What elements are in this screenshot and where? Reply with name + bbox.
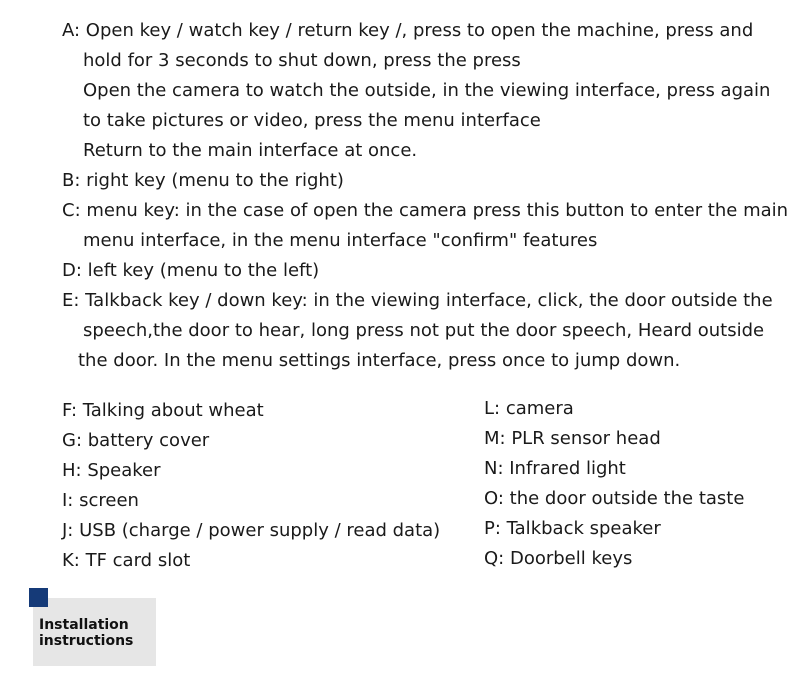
key-b-description bbox=[62, 166, 774, 196]
section-title-line-1: Installation bbox=[39, 617, 129, 633]
key-a-line-3: Open the camera to watch the outside, in the viewing interface, press again bbox=[83, 80, 771, 101]
key-e-line-2: speech,the door to hear, long press not put the door speech, Heard outside bbox=[83, 320, 765, 341]
key-c-description bbox=[62, 196, 789, 256]
section-label-box bbox=[33, 598, 156, 666]
key-d-line-1: D: left key (menu to the left) bbox=[62, 260, 320, 281]
part-o: O: the door outside the taste bbox=[484, 488, 745, 509]
part-m: M: PLR sensor head bbox=[484, 428, 661, 449]
key-a-line-1: A: Open key / watch key / return key /, press to open the machine, press and bbox=[62, 20, 754, 41]
part-n: N: Infrared light bbox=[484, 458, 626, 479]
part-q: Q: Doorbell keys bbox=[484, 548, 633, 569]
parts-list-left bbox=[62, 396, 440, 576]
key-a-description bbox=[62, 16, 774, 166]
part-g: G: battery cover bbox=[62, 430, 210, 451]
key-d-description bbox=[62, 256, 774, 286]
key-a-line-4: to take pictures or video, press the menu interface bbox=[83, 110, 541, 131]
key-e-line-3: the door. In the menu settings interface, press once to jump down. bbox=[78, 350, 681, 371]
parts-list-right bbox=[484, 394, 744, 574]
key-c-line-1: C: menu key: in the case of open the camera press this button to enter the main bbox=[62, 200, 789, 221]
part-p: P: Talkback speaker bbox=[484, 518, 661, 539]
key-c-line-2: menu interface, in the menu interface "confirm" features bbox=[83, 230, 598, 251]
part-l: L: camera bbox=[484, 398, 574, 419]
key-e-description bbox=[62, 286, 774, 376]
part-k: K: TF card slot bbox=[62, 550, 191, 571]
section-title bbox=[39, 617, 133, 649]
part-h: H: Speaker bbox=[62, 460, 161, 481]
part-f: F: Talking about wheat bbox=[62, 400, 264, 421]
part-j: J: USB (charge / power supply / read data) bbox=[62, 520, 441, 541]
key-b-line-1: B: right key (menu to the right) bbox=[62, 170, 344, 191]
key-e-line-1: E: Talkback key / down key: in the viewing interface, click, the door outside the bbox=[62, 290, 773, 311]
section-marker-square bbox=[29, 588, 48, 607]
key-a-line-5: Return to the main interface at once. bbox=[83, 140, 418, 161]
key-descriptions bbox=[62, 16, 789, 376]
part-i: I: screen bbox=[62, 490, 139, 511]
section-title-line-2: instructions bbox=[39, 633, 134, 649]
key-a-line-2: hold for 3 seconds to shut down, press the press bbox=[83, 50, 521, 71]
